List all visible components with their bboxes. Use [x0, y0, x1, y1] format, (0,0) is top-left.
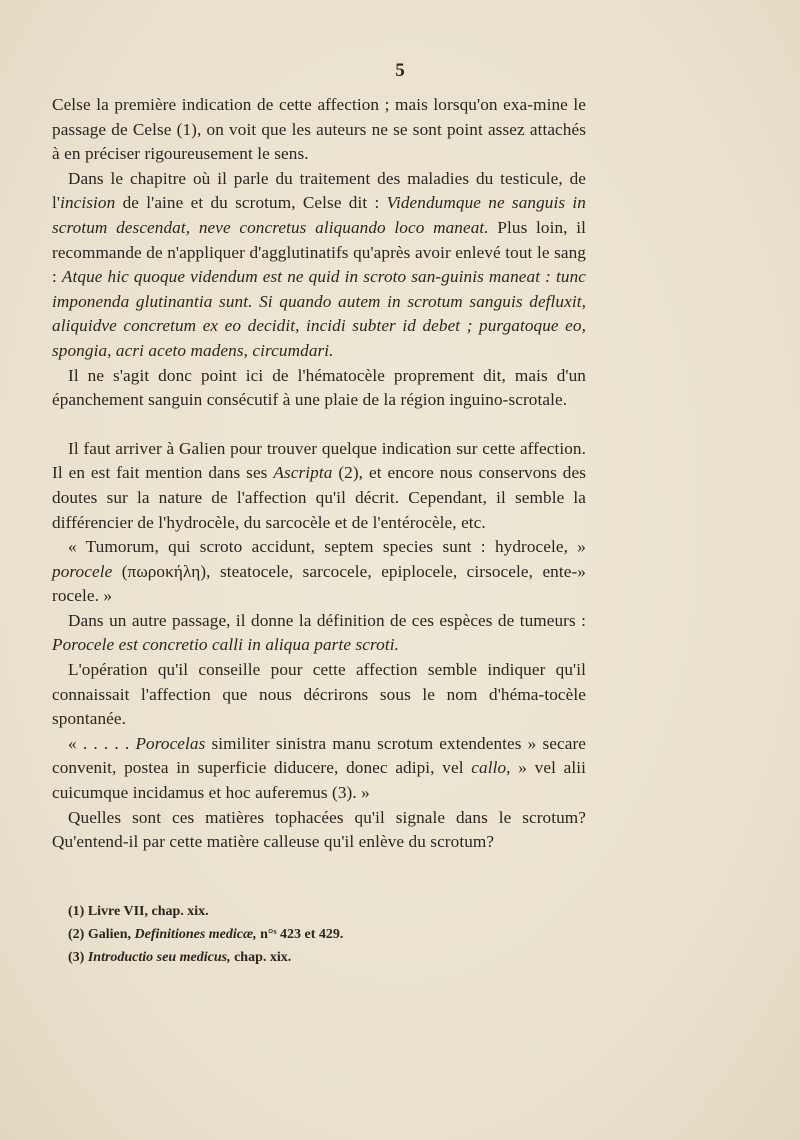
body-text — [52, 93, 586, 855]
paragraph-7-segment-3: callo — [471, 758, 507, 778]
footnote-number: (1) — [68, 904, 85, 919]
page-number: 5 — [395, 60, 405, 81]
paragraph-5-segment-1: Porocele est concretio calli in aliqua parte scroti. — [52, 635, 399, 655]
paragraph-6 — [52, 609, 586, 658]
footnote-2-segment-2: chap. xix. — [230, 950, 292, 965]
paragraph-6-segment-0: L'opération qu'il conseille pour cette affection semble indiquer qu'il connaissait l'affection que nous décrirons sous le nom d'héma-tocèle spontanée. — [52, 660, 586, 729]
footnote-3 — [68, 946, 588, 969]
paragraph-1-segment-0: Dans le chapitre où il parle du traitement des maladies du testicule, de l' — [52, 168, 586, 213]
paragraph-7-segment-0: « . . . . . — [68, 733, 136, 753]
paragraph-1 — [52, 93, 586, 167]
paragraph-5-segment-0: Dans un autre passage, il donne la définition de ces espèces de tumeurs : — [68, 610, 586, 630]
paragraph-3-segment-0: Il faut arriver à Galien pour trouver quelque indication sur cette affection. Il en est fait mention dans ses — [52, 438, 586, 483]
paragraph-1-segment-2: de l'aine et du scrotum, Celse dit : — [115, 193, 387, 213]
paragraph-4-segment-2: (πωροκήλη), steatocele, sarcocele, epiplocele, cirsocele, ente-» rocele. » — [52, 561, 586, 606]
paragraph-3 — [52, 364, 586, 413]
paragraph-9 — [52, 806, 586, 855]
paragraph-8 — [52, 732, 586, 806]
footnote-0-segment-0: Livre VII, chap. xix. — [84, 904, 209, 919]
footnote-number: (3) — [68, 950, 85, 965]
paragraph-2-segment-0: Il ne s'agit donc point ici de l'hématocèle proprement dit, mais d'un épanchement sanguin consécutif à une plaie de la région inguino-scrotale. — [52, 365, 586, 410]
footnote-1-segment-0: Galien, — [84, 927, 135, 942]
paragraph-1-segment-5: Atque hic quoque videndum est ne quid in scroto san-guinis maneat : tunc imponenda glutinantia sunt. Si quando autem in scrotum sanguis defluxit, aliquidve concretum ex eo decidit, incidi subter id debet ; purgatoque eo, spongia, acri aceto madens, circumdari. — [52, 267, 586, 360]
paragraph-4-segment-0: « Tumorum, qui scroto accidunt, septem species sunt : hydrocele, » — [68, 537, 586, 557]
paragraph-8-segment-0: Quelles sont ces matières tophacées qu'il signale dans le scrotum? Qu'entend-il par cette matière calleuse qu'il enlève du scrotum? — [52, 807, 586, 852]
footnote-1-segment-2: n°ˢ 423 et 429. — [256, 927, 344, 942]
paragraph-7-segment-2: similiter sinistra manu scrotum extendentes » secare convenit, postea in superficie diducere, donec adipi, vel — [52, 733, 587, 778]
paragraph-1-segment-3: Videndumque ne sanguis in scrotum descendat, neve concretus aliquando loco maneat. — [52, 193, 586, 237]
paragraph-1-segment-4: Plus loin, il recommande de n'appliquer d'agglutinatifs qu'après avoir enlevé tout le sang : — [52, 217, 586, 287]
footnote-number: (2) — [68, 927, 85, 942]
paragraph-7-segment-4: , » vel alii cuicumque incidamus et hoc auferemus (3). » — [52, 758, 586, 803]
paragraph-3-segment-2: (2), et encore nous conservons des doutes sur la nature de l'affection qu'il décrit. Cependant, il semble la différencier de l'hydrocèle, du sarcocèle et de l'entérocèle, etc. — [52, 463, 587, 532]
paragraph-3-segment-1: Ascripta — [273, 463, 333, 483]
footnote-2-segment-1: Introductio seu medicus, — [87, 950, 231, 965]
footnotes — [68, 900, 588, 969]
paragraph-4-segment-1: porocele — [52, 561, 113, 581]
footnote-1 — [68, 900, 588, 923]
paragraph-5 — [52, 535, 586, 609]
paragraph-1-segment-1: incision — [60, 193, 116, 213]
paragraph-7 — [52, 658, 586, 732]
footnote-1-segment-1: Definitiones medicæ, — [134, 927, 257, 942]
footnote-2 — [68, 923, 588, 946]
paragraph-7-segment-1: Porocelas — [135, 733, 206, 753]
paragraph-2 — [52, 167, 586, 364]
paragraph-0-segment-0: Celse la première indication de cette affection ; mais lorsqu'on exa-mine le passage de Celse (1), on voit que les auteurs ne se sont point assez attachés à en préciser rigoureusement le sens. — [52, 95, 586, 164]
paragraph-4 — [52, 437, 586, 535]
